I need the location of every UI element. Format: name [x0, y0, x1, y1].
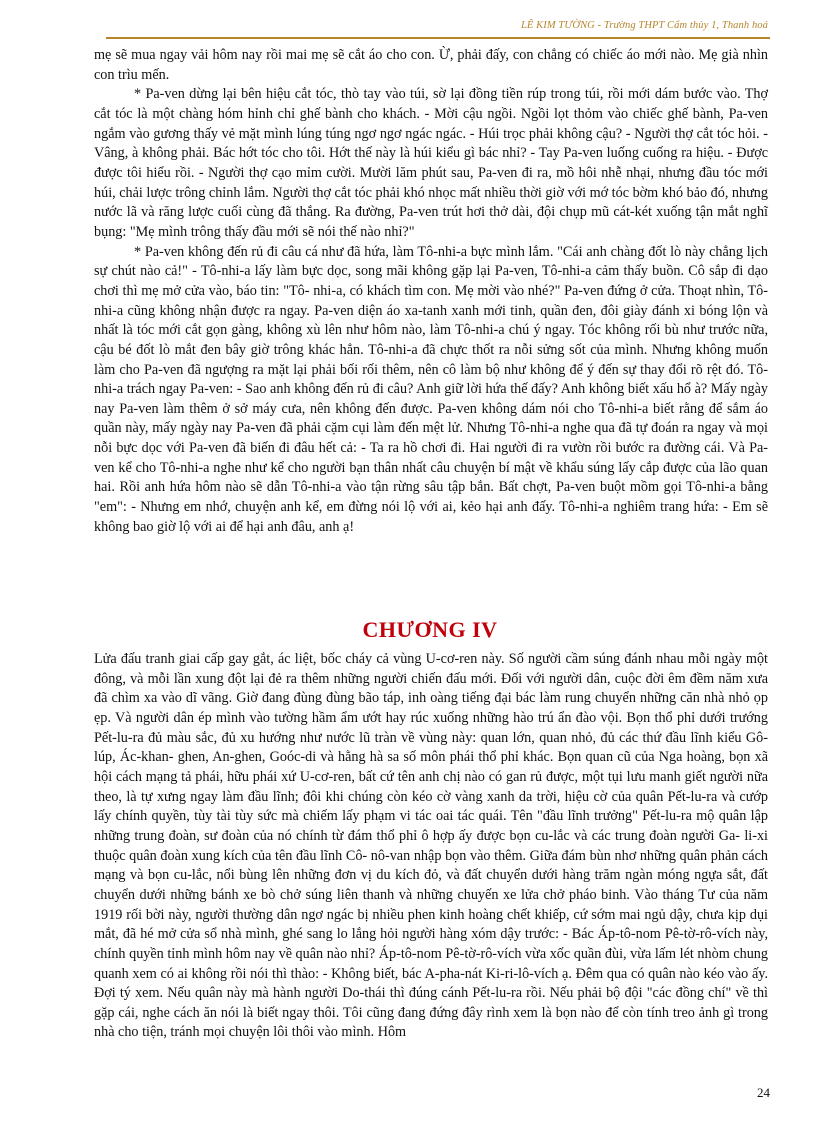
- paragraph: * Pa-ven không đến rủ đi câu cá như đã hứa, làm Tô-nhi-a bực mình lắm. "Cái anh chàng đốt lò này chẳng lịch sự chút nào cả!" - Tô-nhi-a lấy làm bực dọc, song mãi không gặp lại Pa-ven, Tô-nhi-a cảm thấy buồn. Cô sắp đi dạo chơi thì mẹ mở cửa vào, báo tin: "Tô- nhi-a, có khách tìm con. Mẹ mời vào nhé?" Pa-ven đứng ở cửa. Thoạt nhìn, Tô-nhi-a cũng không nhận được ra ngay. Pa-ven diện áo xa-tanh xanh mới tinh, quần đen, đôi giày đánh xi bóng lộn và nhất là tóc mới cắt gọn gàng, không xù lên như hôm nào, làm Tô-nhi-a chú ý ngay. Tóc không rối bù như trước nữa, cậu bé đốt lò mắt đen bây giờ trông khác hẳn. Tô-nhi-a đã chực thốt ra nỗi sửng sốt của mình. Nhưng không muốn làm cho Pa-ven đã ngượng ra mặt lại phải bối rối thêm, nên cô làm bộ như không để ý đến sự thay đổi rõ rệt đó. Tô-nhi-a trách ngay Pa-ven: - Sao anh không đến rủ đi câu? Anh giữ lời hứa thế đấy? Anh không biết xấu hổ à? Mấy ngày nay Pa-ven làm thêm ở sở máy cưa, nên không đến được. Pa-ven không dám nói cho Tô-nhi-a biết rằng để sắm áo quần này, mấy ngày nay Pa-ven đã phải cặm cụi làm đến mệt lử. Nhưng Tô-nhi-a nghe qua đã tự đoán ra ngay và mọi nỗi bực dọc với Pa-ven đã biến đi đâu hết cả: - Ta ra hồ chơi đi. Hai người đi ra vườn rồi bước ra đường cái. Và Pa-ven kể cho Tô-nhi-a nghe như kể cho người bạn thân nhất câu chuyện bí mật về khẩu súng lấy cắp được của lão quan hai. Rồi anh hứa hôm nào sẽ dẫn Tô-nhi-a vào tận rừng sâu tập bắn. Bất chợt, Pa-ven buột mồm gọi Tô-nhi-a bằng "em": - Nhưng em nhớ, chuyện anh kể, em đừng nói lộ với ai, kẻo hại anh đấy. Tô-nhi-a nghiêm trang hứa: - Em sẽ không bao giờ lộ với ai để hại anh đâu, anh ạ!: [94, 243, 768, 535]
- page-number: 24: [757, 1085, 770, 1100]
- bottom-text-block: [94, 650, 768, 1043]
- paragraph: mẹ sẽ mua ngay vải hôm nay rồi mai mẹ sẽ cắt áo cho con. Ừ, phải đấy, con chẳng có chiếc áo mới nào. Mẹ già nhìn con trìu mến.: [94, 47, 768, 83]
- top-text-block: [94, 46, 768, 537]
- header-author: LÊ KIM TƯỜNG: [520, 20, 595, 31]
- page-header: [0, 20, 768, 31]
- chapter-title: CHƯƠNG IV: [362, 617, 498, 642]
- paragraph: Lửa đấu tranh giai cấp gay gắt, ác liệt, bốc cháy cả vùng U-cơ-ren này. Số người cầm súng đánh nhau mỗi ngày một đông, và mỗi lần xung đột lại đẻ ra thêm những người chiến đấu mới. Đối với người dân, cuộc đời êm đềm năm xưa đã chìm xa vào dĩ vãng. Giờ đang đùng đùng bão táp, inh oàng tiếng đại bác làm rung chuyển những căn nhà nhỏ ọp ẹp. Và người dân ép mình vào tường hầm ẩm ướt hay rúc xuống những hào trú ẩn đào vội. Bọn thổ phỉ dưới trướng Pết-lu-ra đủ màu sắc, đủ xu hướng như nước lũ tràn về vùng này: quan lớn, quan nhỏ, đủ các thứ đầu lĩnh kiểu Gô-lúp, Ác-khan- ghen, An-ghen, Goóc-di và hằng hà sa số môn phái thổ phỉ khác. Bọn quan cũ của Nga hoàng, bọn xã hội cách mạng tả phái, hữu phái xứ U-cơ-ren, bất cứ tên anh chị nào có gan rủ được, một tụi lưu manh giết người nữa theo, là tự xưng ngay làm đầu lĩnh; đôi khi chúng còn kéo cờ vàng xanh da trời, hiệu cờ của quân Pết-lu-ra và cướp lấy chính quyền, tùy tài tùy sức mà chiếm lấy phạm vi tác oai tác quái. Tên "đầu lĩnh trưởng" Pết-lu-ra mộ quân lập những trung đoàn, sư đoàn của nó chính từ đám thổ phỉ ô hợp ấy được bọn cu-lắc và các trung đoàn người Ga- li-xi thuộc quân đoàn xung kích của tên đầu lĩnh Cô- nô-van nhập bọn vào thêm. Giữa đám bùn nhơ những quân phản cách mạng và bọn cu-lắc, nổi bùng lên những đơn vị du kích đỏ, và đất chuyển dưới hàng trăm ngàn móng ngựa sắt, đất chuyển dưới những bánh xe bò chở súng liên thanh và những chuyến xe lửa chở pháo binh. Vào tháng Tư của năm 1919 rối bời này, người thường dân ngơ ngác bị nhiều phen kinh hoàng chết khiếp, cứ sớm mai ngủ dậy, chưa kịp dụi mắt, đã hé mở cửa sổ nhà mình, ghé sang lo lắng hỏi người hàng xóm dậy trước: - Bác Áp-tô-nom Pê-tờ-rô-vích này, chính quyền tỉnh mình hôm nay về quân nào nhỉ? Áp-tô-nom Pê-tờ-rô-vích vừa xốc quần đùi, vừa lấm lét nhòm chung quanh xem có ai không rồi nói thì thào: - Không biết, bác A-pha-nát Ki-ri-lô-vích ạ. Đêm qua có quân nào kéo vào ấy. Đợi tý xem. Nếu quân này mà hành người Do-thái thì đúng cánh Pết-lu-ra rồi. Nếu phải bộ đội "các đồng chí" về thì gặp cái, nghe cách ăn nói là biết ngay thôi. Tôi cũng đang đứng đây rình xem là bọn nào để còn tính treo ảnh gì trong nhà cho tiện, tránh mọi chuyện lôi thôi vào mình. Hôm: [94, 651, 768, 1041]
- header-school: - Trường THPT Cẩm thủy 1, Thanh hoá: [594, 20, 768, 31]
- paragraph: * Pa-ven dừng lại bên hiệu cắt tóc, thò tay vào túi, sờ lại đồng tiền rúp trong túi, rồi mới dám bước vào. Thợ cắt tóc là một chàng hóm hỉnh chỉ ghế bành cho khách. - Mời cậu ngồi. Ngồi lọt thỏm vào chiếc ghế bành, Pa-ven ngắm vào gương thấy vẻ mặt mình lúng túng ngơ ngơ ngác ngác. - Húi trọc phải không cậu? - Người thợ cắt tóc hỏi. - Vâng, à không phải. Bác hớt tóc cho tôi. Hớt thế này là húi kiểu gì bác nhỉ? - Tay Pa-ven luống cuống ra hiệu. - Được được tôi hiểu rồi. - Người thợ cạo mỉm cười. Mười lăm phút sau, Pa-ven đi ra, mồ hôi nhễ nhại, nhưng đầu tóc mới húi, chải lược trông chỉnh lắm. Người thợ cắt tóc phải khó nhọc mất nhiều thời giờ với mớ tóc bờm khó bảo đó, nhưng nước lã và răng lược cuối cùng đã thắng. Ra đường, Pa-ven trút hơi thở dài, đội chụp mũ cát-két xuống tận mắt nghĩ bụng: "Mẹ mình trông thấy đầu mới sẽ nói thế nào nhỉ?": [94, 86, 768, 240]
- header-rule: [106, 37, 770, 39]
